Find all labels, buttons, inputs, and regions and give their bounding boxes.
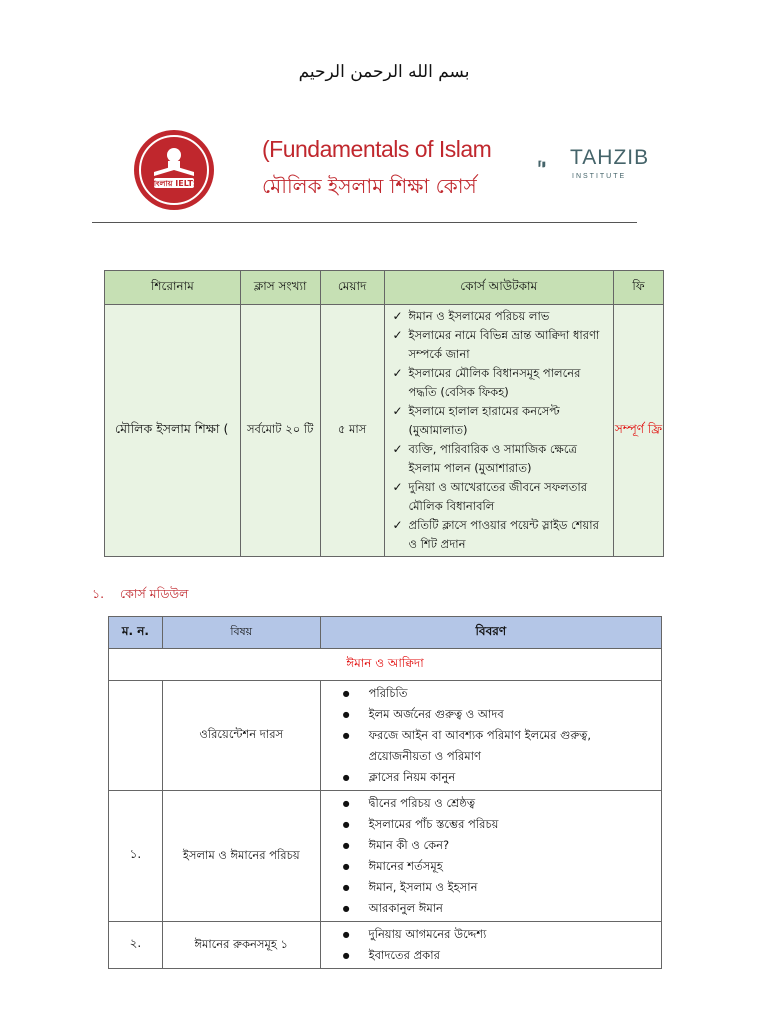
tahzib-name: TAHZIB [570, 146, 650, 169]
header-classes: ক্লাস সংখ্যা [240, 271, 320, 305]
check-icon: ✓ [392, 404, 403, 418]
overview-header-row [105, 271, 664, 305]
tahzib-institute: INSTITUTE [572, 173, 627, 180]
fee-cell: সম্পূর্ণ ফ্রি [614, 305, 664, 557]
list-item: ● ফরজে আইন বা আবশ্যক পরিমাণ ইলমের গুরুত্ব, প্রয়োজনীয়তা ও পরিমাণ [343, 725, 655, 767]
check-icon: ✓ [392, 480, 403, 494]
outcome-item: ✓ ব্যক্তি, পারিবারিক ও সামাজিক ক্ষেত্রে ইসলাম পালন (মুআশারাত) [392, 442, 577, 475]
row-number [109, 681, 163, 791]
list-item: ● আরকানুল ঈমান [343, 898, 655, 919]
row-number: ২. [109, 922, 163, 969]
row-description [320, 681, 661, 791]
course-title-bangla: মৌলিক ইসলাম শিক্ষা কোর্স [262, 174, 477, 198]
outcome-item: ✓ প্রতিটি ক্লাসে পাওয়ার পয়েন্ট স্লাইড শেয়ার ও শিট প্রদান [392, 518, 599, 551]
list-item: ● দুনিয়ায় আগমনের উদ্দেশ্য [343, 924, 655, 945]
bismillah-text: بسم الله الرحمن الرحيم [298, 62, 470, 82]
course-title-cell: মৌলিক ইসলাম শিক্ষা ( [105, 305, 241, 557]
list-item: ● ঈমানের শর্তসমূহ [343, 856, 655, 877]
table-row [109, 922, 662, 969]
list-item: ● দ্বীনের পরিচয় ও শ্রেষ্ঠত্ব [343, 793, 655, 814]
list-item: ● ঈমান, ইসলাম ও ইহসান [343, 877, 655, 898]
course-title-english: (Fundamentals of Islam [262, 136, 492, 162]
course-overview-table [104, 270, 664, 557]
logo-bangla-text: বাংলায় IELTS [149, 179, 199, 188]
check-icon: ✓ [392, 442, 403, 456]
check-icon: ✓ [392, 309, 403, 323]
list-item: ● পরিচিতি [343, 683, 655, 704]
list-item: ● ইবাদতের প্রকার [343, 945, 655, 966]
header-subject: বিষয় [162, 617, 320, 649]
outcomes-list [389, 307, 610, 554]
list-item: ● ইসলামের পাঁচ স্তম্ভের পরিচয় [343, 814, 655, 835]
row-subject: ইসলাম ও ঈমানের পরিচয় [162, 791, 320, 922]
duration-cell: ৫ মাস [320, 305, 384, 557]
header-title: শিরোনাম [105, 271, 241, 305]
check-icon: ✓ [392, 366, 403, 380]
class-count-cell: সর্বমোট ২০ টি [240, 305, 320, 557]
row-subject: ঈমানের রুকনসমূহ ১ [162, 922, 320, 969]
header-divider [92, 222, 637, 223]
check-icon: ✓ [392, 328, 403, 342]
row-subject: ওরিয়েন্টেশন দারস [162, 681, 320, 791]
row-description [320, 922, 661, 969]
tahzib-logo-icon [538, 148, 568, 180]
outcomes-cell [384, 305, 614, 557]
bangla-ielts-logo [132, 128, 216, 212]
description-list [343, 793, 655, 919]
overview-row [105, 305, 664, 557]
section-heading [92, 586, 188, 606]
outcome-item: ✓ দুনিয়া ও আখেরাতের জীবনে সফলতার মৌলিক বিধানাবলি [392, 480, 588, 513]
list-item: ● ঈমান কী ও কেন? [343, 835, 655, 856]
row-description [320, 791, 661, 922]
section-title: কোর্স মডিউল [120, 586, 189, 601]
header-duration: মেয়াদ [320, 271, 384, 305]
description-list [343, 683, 655, 788]
header-fee: ফি [614, 271, 664, 305]
group-row [109, 649, 662, 681]
course-module-table [108, 616, 662, 969]
header-description: বিবরণ [320, 617, 661, 649]
row-number: ১. [109, 791, 163, 922]
check-icon: ✓ [392, 518, 403, 532]
list-item: ● ইলম অর্জনের গুরুত্ব ও আদব [343, 704, 655, 725]
outcome-item: ✓ ঈমান ও ইসলামের পরিচয় লাভ [389, 307, 610, 326]
outcome-item: ✓ ইসলামের মৌলিক বিধানসমূহ পালনের পদ্ধতি (বেসিক ফিকহ) [392, 366, 581, 399]
table-row [109, 791, 662, 922]
header-outcomes: কোর্স আউটকাম [384, 271, 614, 305]
section-number: ১. [92, 586, 105, 601]
header-serial: ম. ন. [109, 617, 163, 649]
outcome-item: ✓ ইসলামে হালাল হারামের কনসেপ্ট (মুআমালাত) [392, 404, 560, 437]
outcome-item: ✓ ইসলামের নামে বিভিন্ন ভ্রান্ত আক্বিদা ধারণা সম্পর্কে জানা [392, 328, 600, 361]
list-item: ● ক্লাসের নিয়ম কানুন [343, 767, 655, 788]
module-header-row [109, 617, 662, 649]
description-list [343, 924, 655, 966]
group-title: ঈমান ও আক্বিদা [109, 649, 662, 681]
table-row [109, 681, 662, 791]
